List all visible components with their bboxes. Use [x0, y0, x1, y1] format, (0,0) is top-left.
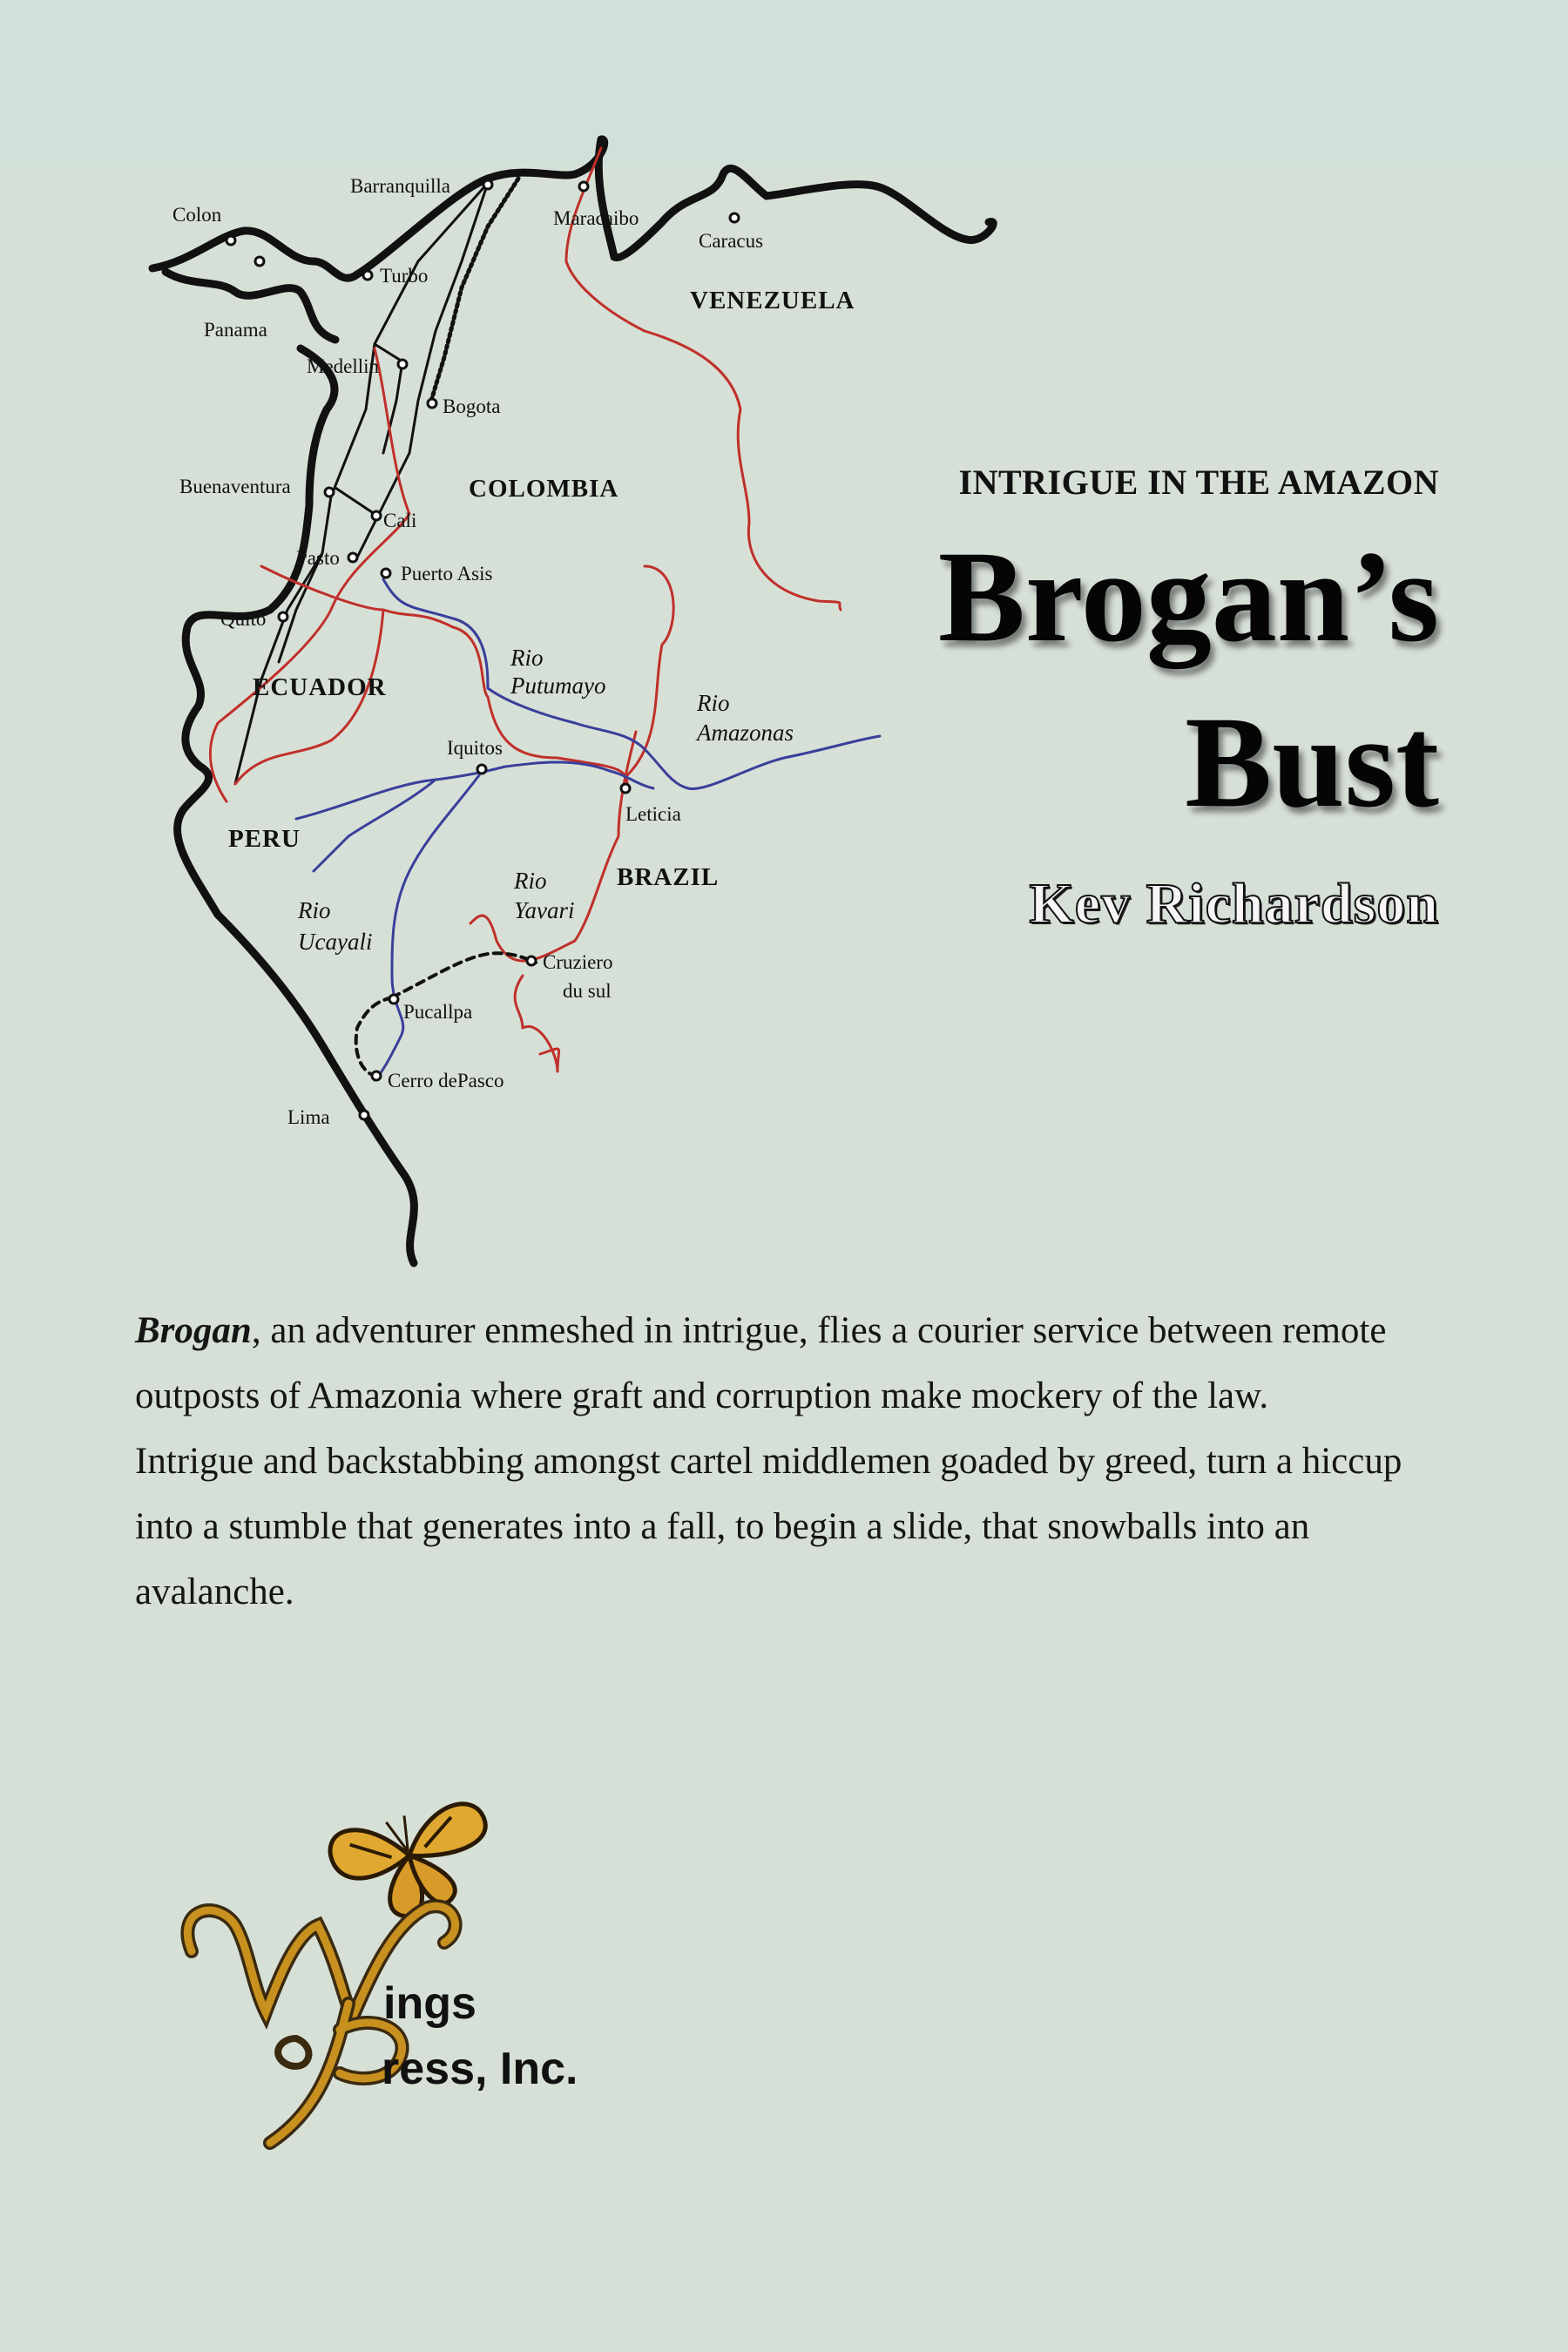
label-turbo: Turbo — [380, 265, 429, 287]
label-buenaventura: Buenaventura — [179, 476, 291, 497]
label-bogota: Bogota — [443, 395, 501, 417]
label-pucallpa: Pucallpa — [403, 1001, 473, 1023]
river-ucayali — [375, 775, 479, 1080]
author-name: Kev Richardson — [1029, 872, 1439, 936]
label-rio-putumayo-1: Rio — [510, 645, 544, 671]
book-title-line-2: Bust — [1185, 690, 1439, 835]
label-colombia: COLOMBIA — [469, 475, 619, 503]
label-panama: Panama — [204, 319, 267, 341]
label-caracus: Caracus — [699, 230, 764, 252]
label-barranquilla: Barranquilla — [350, 175, 450, 197]
railway — [431, 179, 518, 401]
label-maracaibo: Maracaibo — [553, 207, 639, 229]
label-lima: Lima — [287, 1106, 330, 1128]
label-colon: Colon — [172, 204, 222, 226]
label-rio-putumayo-2: Putumayo — [510, 672, 606, 699]
publisher-name-line-2: ress, Inc. — [382, 2044, 578, 2094]
label-rio-yavari-1: Rio — [514, 868, 547, 894]
blurb-paragraph-2: Intrigue and backstabbing amongst cartel middlemen goaded by greed, turn a hiccup into a stumble that generates into a fall, to begin a slide, that snowballs into an avalanche. — [135, 1441, 1402, 1612]
label-ecuador: ECUADOR — [253, 673, 387, 701]
blurb-lead-word: Brogan — [135, 1310, 252, 1351]
publisher-logo — [166, 1777, 601, 2160]
label-cerro-de-pasco: Cerro dePasco — [388, 1070, 504, 1092]
publisher-name-line-1: ings — [383, 1978, 476, 2029]
label-leticia: Leticia — [625, 803, 681, 825]
blurb-paragraph-1-text: , an adventurer enmeshed in intrigue, flies a courier service between remote outposts of Amazonia where graft and corruption make mockery of the law. — [135, 1310, 1387, 1416]
label-medellin: Medellin — [307, 355, 380, 377]
label-iquitos: Iquitos — [447, 737, 503, 759]
label-brazil: BRAZIL — [617, 863, 720, 891]
label-pasto: Pasto — [296, 547, 340, 569]
label-rio-ucayali-1: Rio — [298, 897, 331, 923]
label-venezuela: VENEZUELA — [690, 287, 855, 314]
label-rio-ucayali-2: Ucayali — [298, 929, 373, 955]
label-peru: PERU — [228, 825, 301, 853]
label-rio-amazonas-1: Rio — [697, 690, 730, 716]
label-rio-yavari-2: Yavari — [514, 897, 575, 923]
label-rio-amazonas-2: Amazonas — [697, 720, 794, 746]
label-cruziero: Cruziero — [543, 951, 613, 973]
series-tagline: INTRIGUE IN THE AMAZON — [958, 463, 1439, 502]
book-title-line-1: Brogan’s — [937, 524, 1439, 669]
label-cali: Cali — [383, 510, 417, 531]
label-cruziero-2: du sul — [563, 980, 612, 1002]
label-quito: Quito — [220, 608, 267, 630]
label-puerto-asis: Puerto Asis — [401, 563, 493, 585]
blurb-paragraph-1 — [135, 1298, 1442, 1429]
blurb — [135, 1298, 1442, 1625]
river-amazonas — [296, 762, 653, 819]
